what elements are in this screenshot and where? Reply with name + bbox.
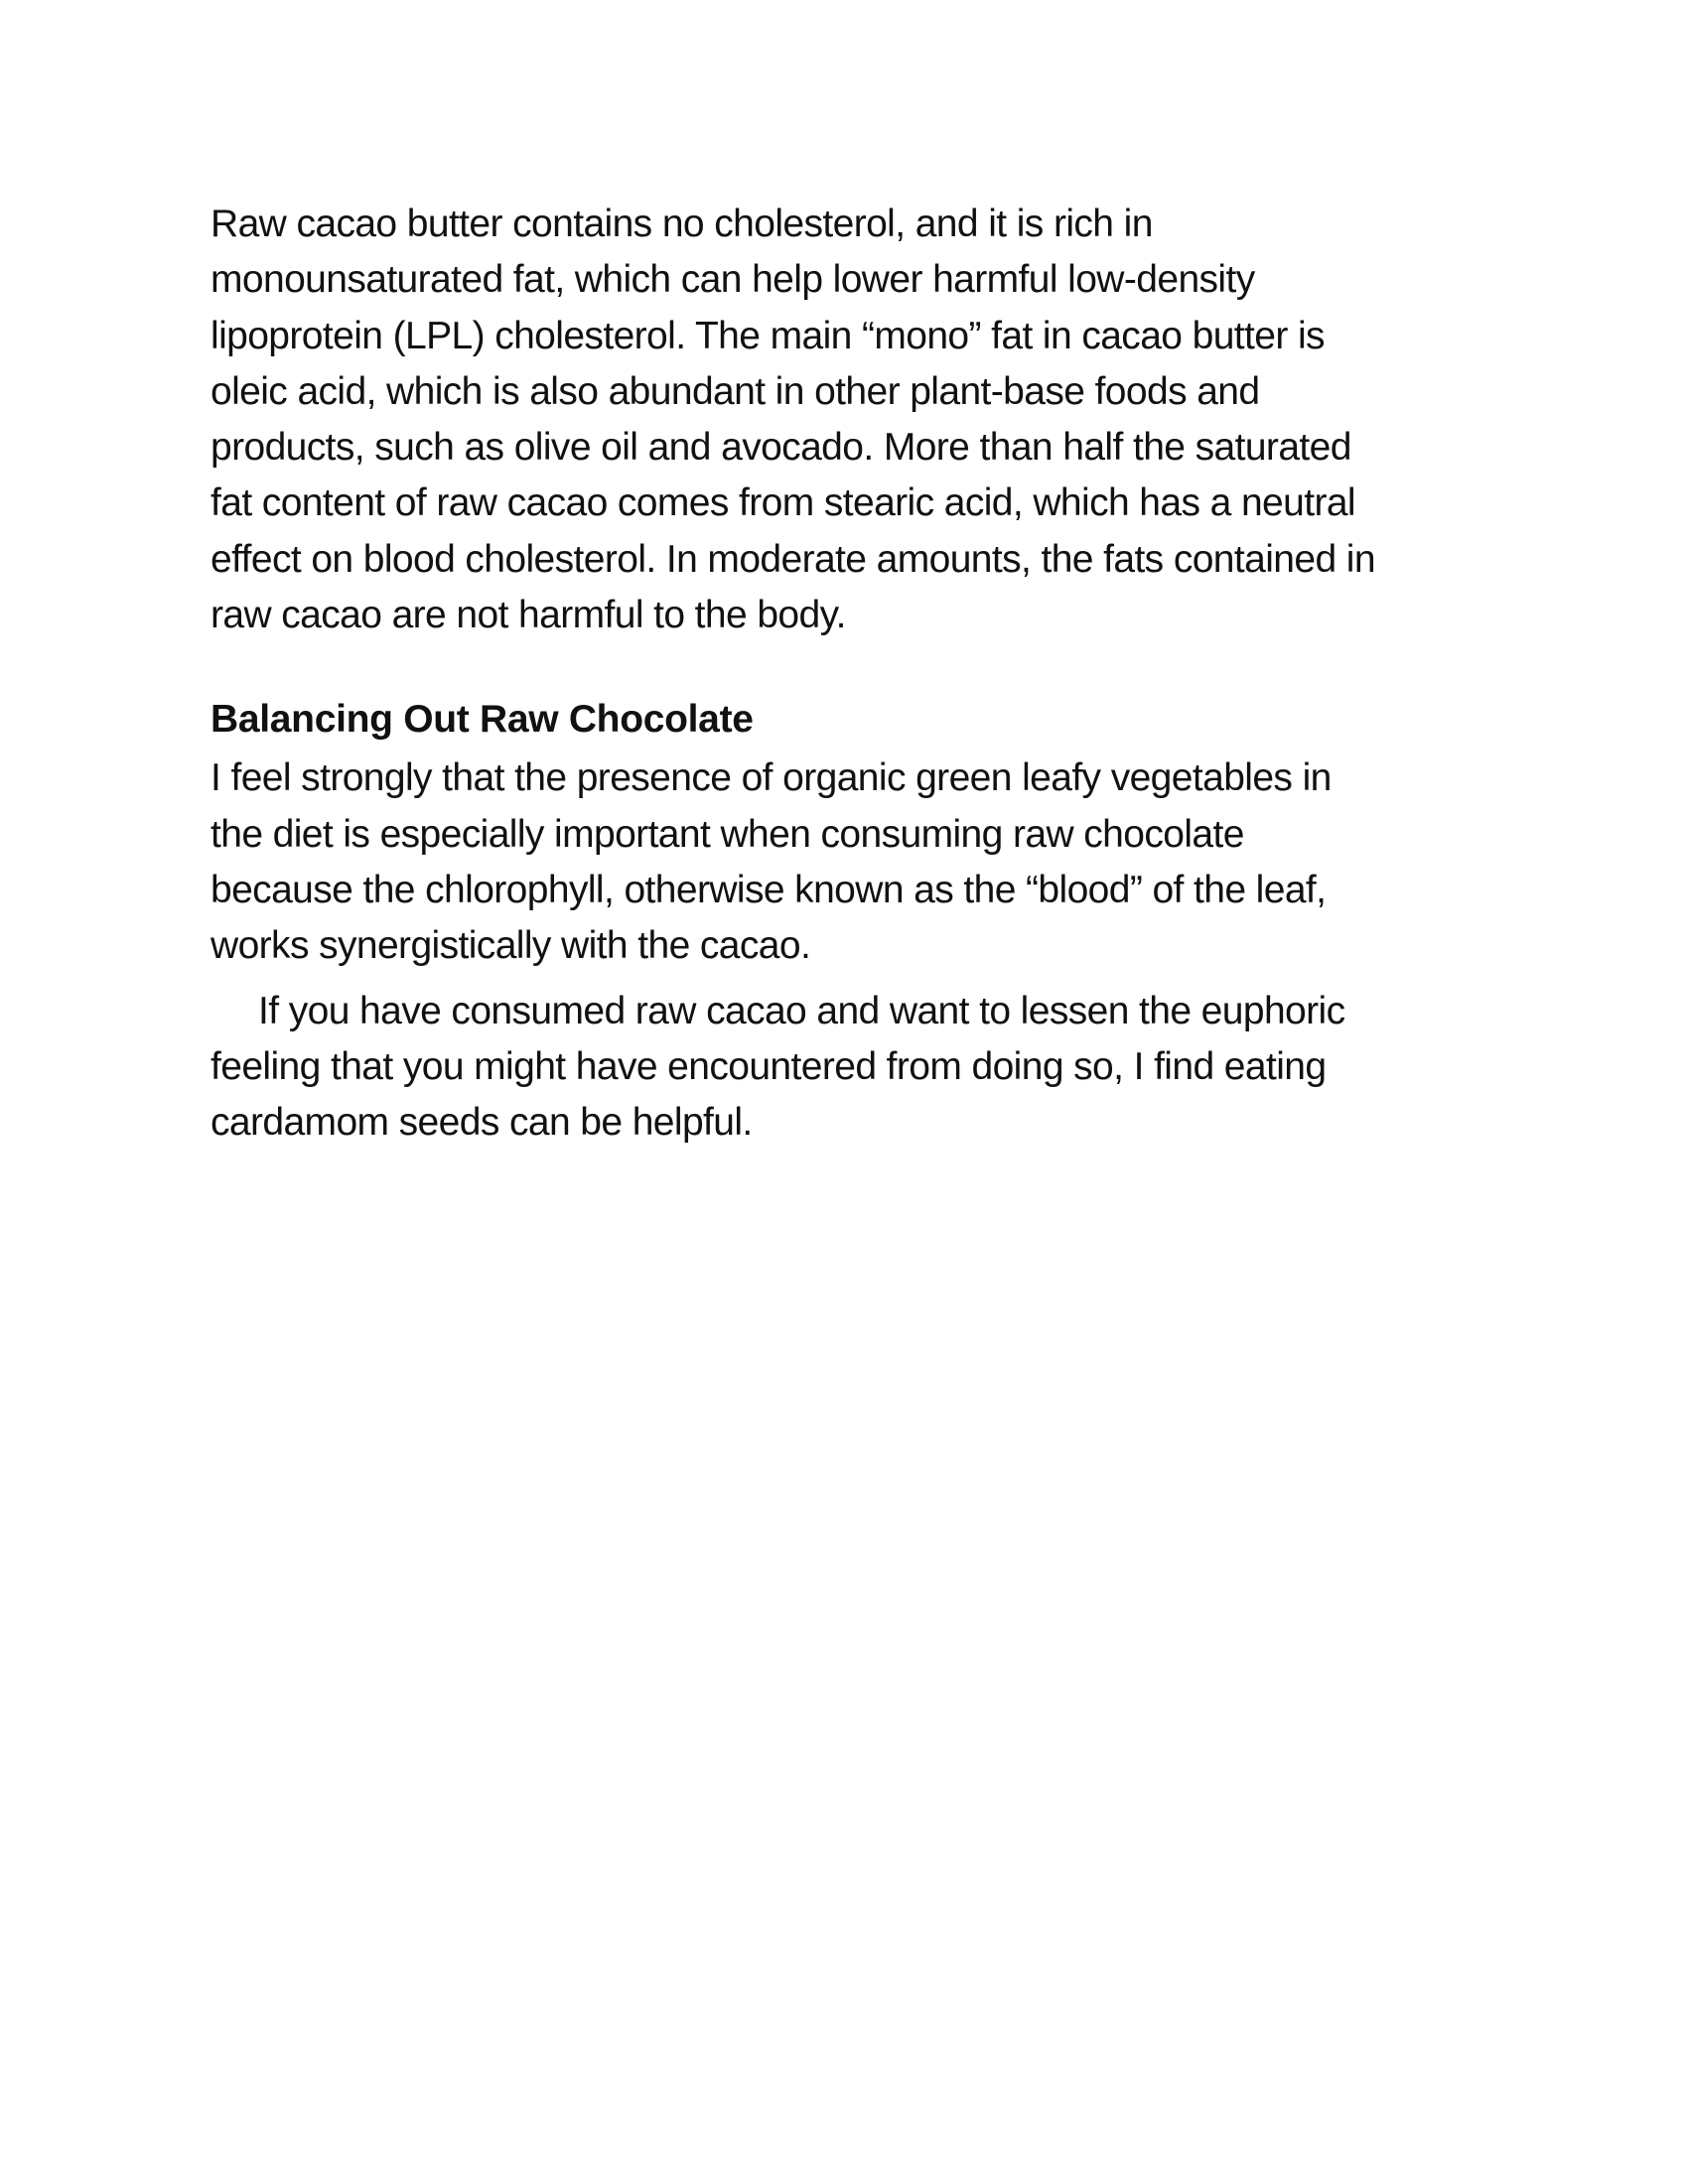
section-heading: Balancing Out Raw Chocolate — [211, 698, 754, 742]
text-line: cardamom seeds can be helpful. — [211, 1101, 753, 1145]
text-line: lipoprotein (LPL) cholesterol. The main “mono” fat in cacao butter is — [211, 314, 1325, 357]
body-text — [211, 197, 1491, 1151]
text-line: raw cacao are not harmful to the body. — [211, 594, 846, 637]
text-line: Raw cacao butter contains no cholesterol, and it is rich in — [211, 203, 1153, 245]
text-line: the diet is especially important when consuming raw chocolate — [211, 812, 1244, 856]
paragraph-cacao-butter — [211, 197, 1491, 643]
text-line: because the chlorophyll, otherwise known as the “blood” of the leaf, — [211, 868, 1327, 911]
text-line: feeling that you might have encountered from doing so, I find eating — [211, 1044, 1327, 1088]
text-line: monounsaturated fat, which can help lower harmful low-density — [211, 258, 1255, 302]
text-line: effect on blood cholesterol. In moderate amounts, the fats contained in — [211, 537, 1375, 581]
text-line: fat content of raw cacao comes from stearic acid, which has a neutral — [211, 481, 1355, 525]
text-line: products, such as olive oil and avocado. More than half the saturated — [211, 426, 1351, 470]
text-line: works synergistically with the cacao. — [211, 924, 811, 968]
text-line: oleic acid, which is also abundant in other plant-base foods and — [211, 369, 1260, 413]
text-line: I feel strongly that the presence of organic green leafy vegetables in — [211, 756, 1332, 800]
paragraph-leafy-vegetables — [211, 751, 1491, 974]
text-line: If you have consumed raw cacao and want to lessen the euphoric — [258, 989, 1345, 1032]
paragraph-cardamom — [211, 984, 1491, 1152]
